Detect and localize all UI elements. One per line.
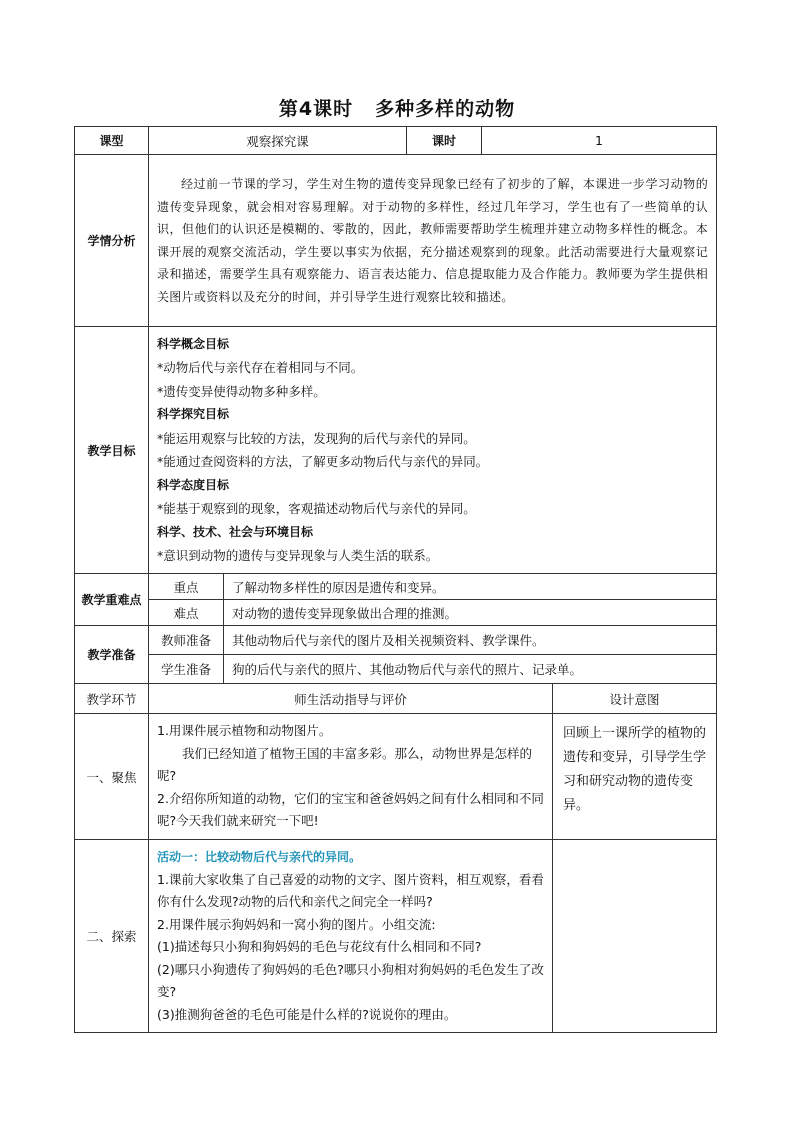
stage2-line: (3)推测狗爸爸的毛色可能是什么样的?说说你的理由。 — [157, 1006, 457, 1022]
stage2-line: (1)描述每只小狗和狗妈妈的毛色与花纹有什么相同和不同? — [157, 939, 482, 954]
goals-content — [149, 327, 717, 574]
teacher-prep-row — [75, 626, 717, 655]
type-value: 观察探究课 — [149, 127, 407, 155]
student-prep-row — [75, 655, 717, 684]
difficulty-text: 对动物的遗传变异现象做出合理的推测。 — [224, 600, 717, 626]
header-row — [75, 127, 717, 155]
stage2-line: 1.课前大家收集了自己喜爱的动物的文字、图片资料，相互观察，看看你有什么发现?动物的后代和亲代之间完全一样吗? — [157, 871, 544, 909]
goal-item: *遗传变异使得动物多种多样。 — [157, 383, 326, 399]
difficulty-row — [75, 600, 717, 626]
hours-label: 课时 — [407, 127, 482, 155]
stage1-intent: 回顾上一课所学的植物的遗传和变异，引导学生学习和研究动物的遗传变异。 — [553, 714, 717, 840]
focus-text: 了解动物多样性的原因是遗传和变异。 — [224, 574, 717, 600]
process-header-row — [75, 684, 717, 714]
focus-row — [75, 574, 717, 600]
goal-heading: 科学概念目标 — [157, 336, 230, 351]
analysis-label: 学情分析 — [75, 155, 149, 327]
activity-title: 活动一：比较动物后代与亲代的异同。 — [157, 850, 362, 864]
goal-heading: 科学探究目标 — [157, 407, 230, 421]
goal-heading: 科学态度目标 — [157, 477, 230, 492]
student-prep-label: 学生准备 — [149, 655, 224, 684]
stage1-activity — [149, 714, 553, 840]
goals-label: 教学目标 — [75, 327, 149, 574]
goal-item: *意识到动物的遗传与变异现象与人类生活的联系。 — [157, 548, 439, 563]
intent-header: 设计意图 — [553, 684, 717, 714]
goals-row — [75, 327, 717, 574]
stage2-activity — [149, 840, 553, 1033]
stage-header: 教学环节 — [75, 684, 149, 714]
lesson-plan-table — [74, 126, 717, 1033]
goal-item: *能运用观察与比较的方法，发现狗的后代与亲代的异同。 — [157, 430, 476, 446]
lesson-number: 第4课时 — [278, 98, 354, 120]
stage2-line: 2.用课件展示狗妈妈和一窝小狗的图片。小组交流: — [157, 916, 436, 932]
difficulty-label: 难点 — [149, 600, 224, 626]
lesson-topic: 多种多样的动物 — [375, 98, 516, 120]
analysis-row — [75, 155, 717, 327]
student-prep-text: 狗的后代与亲代的照片、其他动物后代与亲代的照片、记录单。 — [224, 655, 717, 684]
stage1-label: 一、聚焦 — [75, 714, 149, 840]
stage2-intent — [553, 840, 717, 1033]
analysis-text: 经过前一节课的学习，学生对生物的遗传变异现象已经有了初步的了解，本课进一步学习动物的遗传变异现象，就会相对容易理解。对于动物的多样性，经过几年学习，学生也有了一些简单的认识，但他们的认识还是模糊的、零散的，因此，教师需要帮助学生梳理并建立动物多样性的概念。本课开展的观察交流活动，学生要以事实为依据，充分描述观察到的现象。此活动需要进行大量观察记录和描述，需要学生具有观察能力、语言表达能力、信息提取能力及合作能力。教师要为学生提供相关图片或资料以及充分的时间，并引导学生进行观察比较和描述。 — [149, 155, 717, 327]
prep-label: 教学准备 — [75, 626, 149, 684]
stage1-line: 我们已经知道了植物王国的丰富多彩。那么，动物世界是怎样的呢? — [157, 745, 533, 784]
stage1-line: 2.介绍你所知道的动物，它们的宝宝和爸爸妈妈之间有什么相同和不同呢?今天我们就来研究一下吧! — [157, 790, 544, 829]
stage2-line: (2)哪只小狗遗传了狗妈妈的毛色?哪只小狗相对狗妈妈的毛色发生了改变? — [157, 961, 544, 999]
goal-item: *能基于观察到的现象，客观描述动物后代与亲代的异同。 — [157, 501, 476, 516]
stage2-row — [75, 840, 717, 1033]
stage1-line: 1.用课件展示植物和动物图片。 — [157, 723, 332, 739]
teacher-prep-text: 其他动物后代与亲代的图片及相关视频资料、教学课件。 — [224, 626, 717, 655]
stage1-row — [75, 714, 717, 840]
activity-header: 师生活动指导与评价 — [149, 684, 553, 714]
focus-label: 重点 — [149, 574, 224, 600]
hours-value: 1 — [482, 127, 717, 155]
teacher-prep-label: 教师准备 — [149, 626, 224, 655]
type-label: 课型 — [75, 127, 149, 155]
key-points-label: 教学重难点 — [75, 574, 149, 626]
page-title — [0, 94, 794, 121]
goal-item: *能通过查阅资料的方法，了解更多动物后代与亲代的异同。 — [157, 454, 489, 469]
stage2-label: 二、探索 — [75, 840, 149, 1033]
goal-item: *动物后代与亲代存在着相同与不同。 — [157, 360, 364, 375]
goal-heading: 科学、技术、社会与环境目标 — [157, 524, 314, 539]
